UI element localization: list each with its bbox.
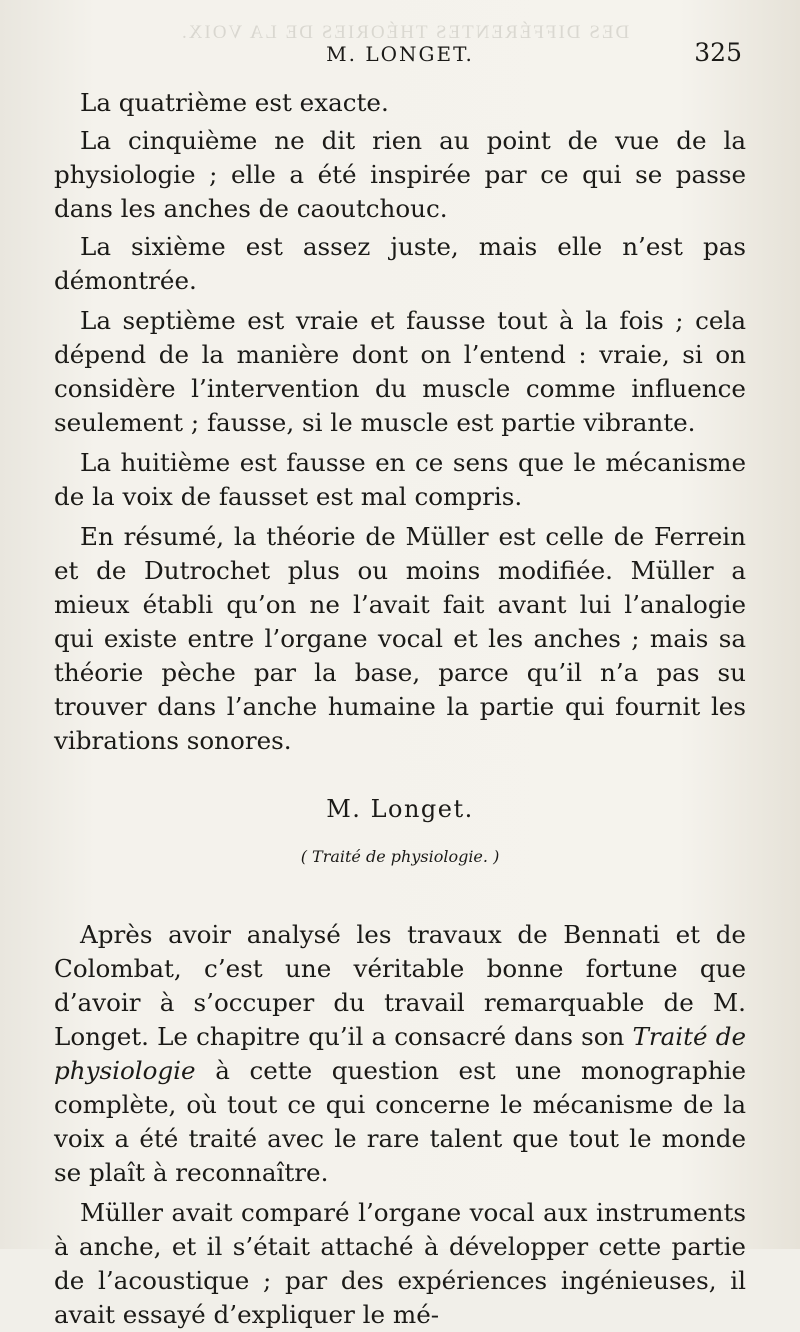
paragraph-seventh: La septième est vraie et fausse tout à la fois ; cela dépend de la manière dont on l’entend : vraie, si on considère l’intervention du muscle comme influence seulement ; fausse, si le muscle est partie vibrante. <box>54 306 746 437</box>
running-head: M. LONGET. <box>326 42 474 66</box>
paragraph-summary: En résumé, la théorie de Müller est celle de Ferrein et de Dutrochet plus ou moins modifiée. Müller a mieux établi qu’on ne l’avait fait avant lui l’analogie qui existe entre l’organe vocal et les anches ; mais sa théorie pèche par la base, parce qu’il n’a pas su trouver dans l’anche humaine la partie qui fournit les vibrations sonores. <box>54 522 746 755</box>
paragraph-sixth: La sixième est assez juste, mais elle n’est pas démontrée. <box>54 232 746 295</box>
body-text <box>54 86 746 1332</box>
book-title: Traité de physiologie <box>54 1022 746 1085</box>
review-text-end: à cette question est une monographie complète, où tout ce qui concerne le mécanisme de la voix a été traité avec le rare talent que tout le monde se plaît à reconnaître. <box>54 1056 746 1187</box>
paragraph-eighth: La huitième est fausse en ce sens que le mécanisme de la voix de fausset est mal compris. <box>54 448 746 511</box>
paragraph-muller: Müller avait comparé l’organe vocal aux instruments à anche, et il s’était attaché à développer cette partie de l’acoustique ; par des expériences ingénieuses, il avait essayé d’expliquer le mé- <box>54 1198 746 1329</box>
paragraph-fourth: La quatrième est exacte. <box>80 88 389 117</box>
paragraph-review <box>54 918 746 1190</box>
section-gap <box>54 874 746 918</box>
source-citation: ( Traité de physiologie. ) <box>300 847 500 866</box>
paragraph-fifth: La cinquième ne dit rien au point de vue de la physiologie ; elle a été inspirée par ce qui se passe dans les anches de caoutchouc. <box>54 126 746 223</box>
page-number: 325 <box>694 38 742 67</box>
review-text-start: Après avoir analysé les travaux de Bennati et de Colombat, c’est une véritable bonne fortune que d’avoir à s’occuper du travail remarquable de M. Longet. Le chapitre qu’il a consacré dans son <box>54 920 746 1051</box>
bleed-through-text: DES DIFFÉRENTES THÉORIES DE LA VOIX. <box>180 22 630 43</box>
page-header <box>0 38 800 72</box>
author-signature: M. Longet. <box>326 795 474 823</box>
